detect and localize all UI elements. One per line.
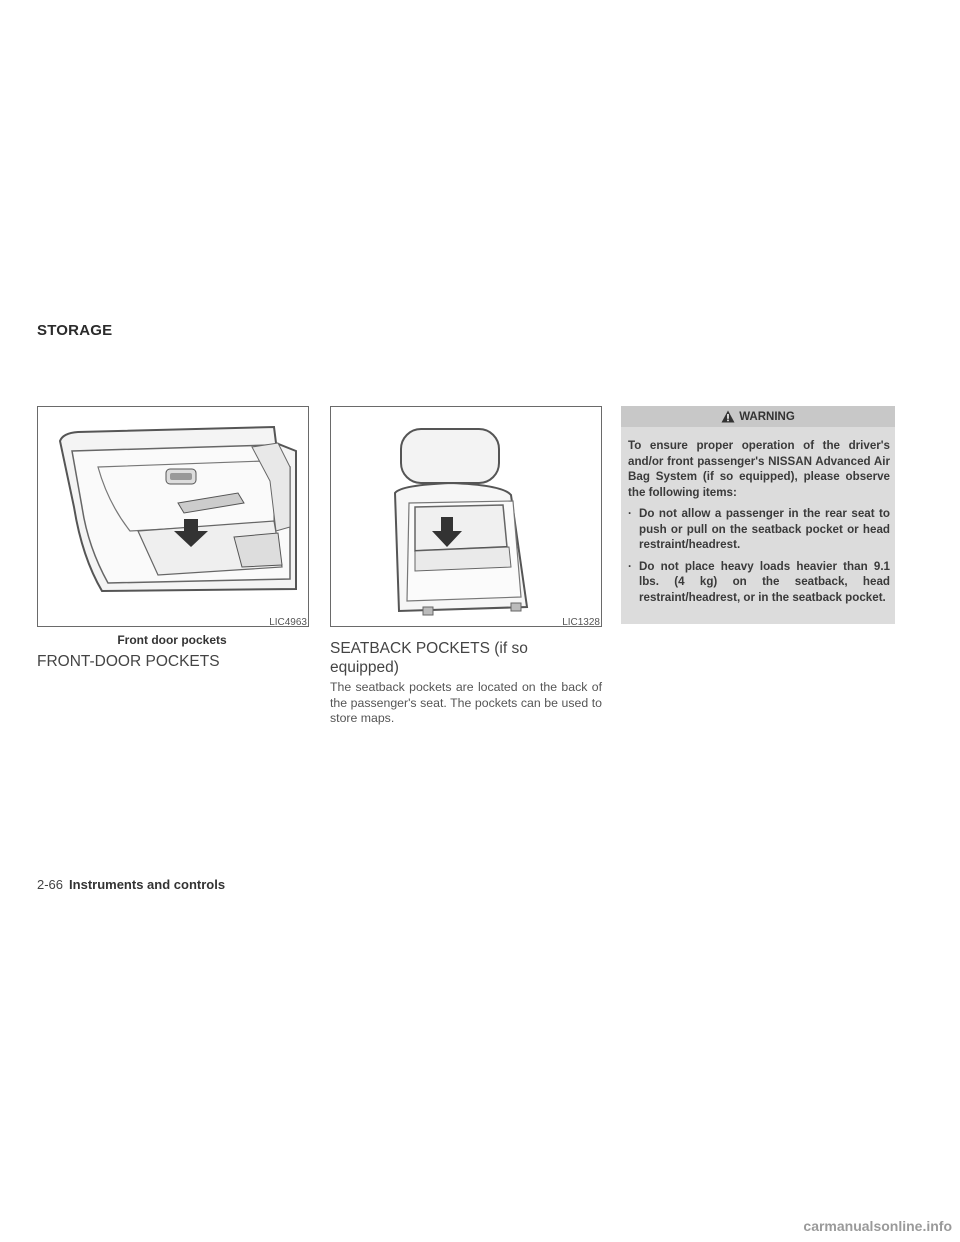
figure-front-door — [37, 406, 309, 627]
warning-item-text: Do not allow a passenger in the rear seat to push or pull on the seatback pocket or head restraint/headrest. — [639, 507, 890, 551]
warning-header — [621, 406, 895, 427]
heading-seatback-line2: equipped) — [330, 659, 399, 676]
warning-title: WARNING — [739, 410, 795, 423]
seatback-illustration — [331, 407, 601, 626]
warning-item — [628, 506, 890, 553]
heading-seatback-pockets — [330, 639, 605, 677]
page-footer — [37, 877, 225, 892]
chapter-title: Instruments and controls — [69, 877, 226, 892]
warning-intro: To ensure proper operation of the driver's and/or front passenger's NISSAN Advanced Air Bag System (if so equipped), please observe the following items: — [628, 439, 890, 499]
warning-item-text: Do not place heavy loads heavier than 9.1 lbs. (4 kg) on the seatback, head restraint/headrest, or in the seatback pocket. — [639, 559, 890, 604]
figure-code-left: LIC4963 — [269, 617, 307, 628]
warning-bullet: · — [628, 559, 632, 573]
figure-code-middle: LIC1328 — [562, 617, 600, 628]
warning-bullet: · — [628, 507, 632, 520]
section-title: STORAGE — [37, 322, 113, 339]
warning-body — [628, 438, 890, 611]
page-number: 2-66 — [37, 877, 64, 892]
figure-caption-left: Front door pockets — [117, 633, 227, 647]
figure-seatback — [330, 406, 602, 627]
heading-seatback-line1: SEATBACK POCKETS (if so — [330, 640, 528, 657]
warning-triangle-icon — [721, 410, 735, 423]
door-illustration — [38, 407, 308, 626]
heading-front-door-pockets: FRONT-DOOR POCKETS — [37, 653, 220, 670]
seatback-body-text: The seatback pockets are located on the back of the passenger's seat. The pockets can be used to store maps. — [330, 680, 602, 725]
watermark: carmanualsonline.info — [803, 1218, 952, 1234]
warning-item — [628, 559, 890, 606]
